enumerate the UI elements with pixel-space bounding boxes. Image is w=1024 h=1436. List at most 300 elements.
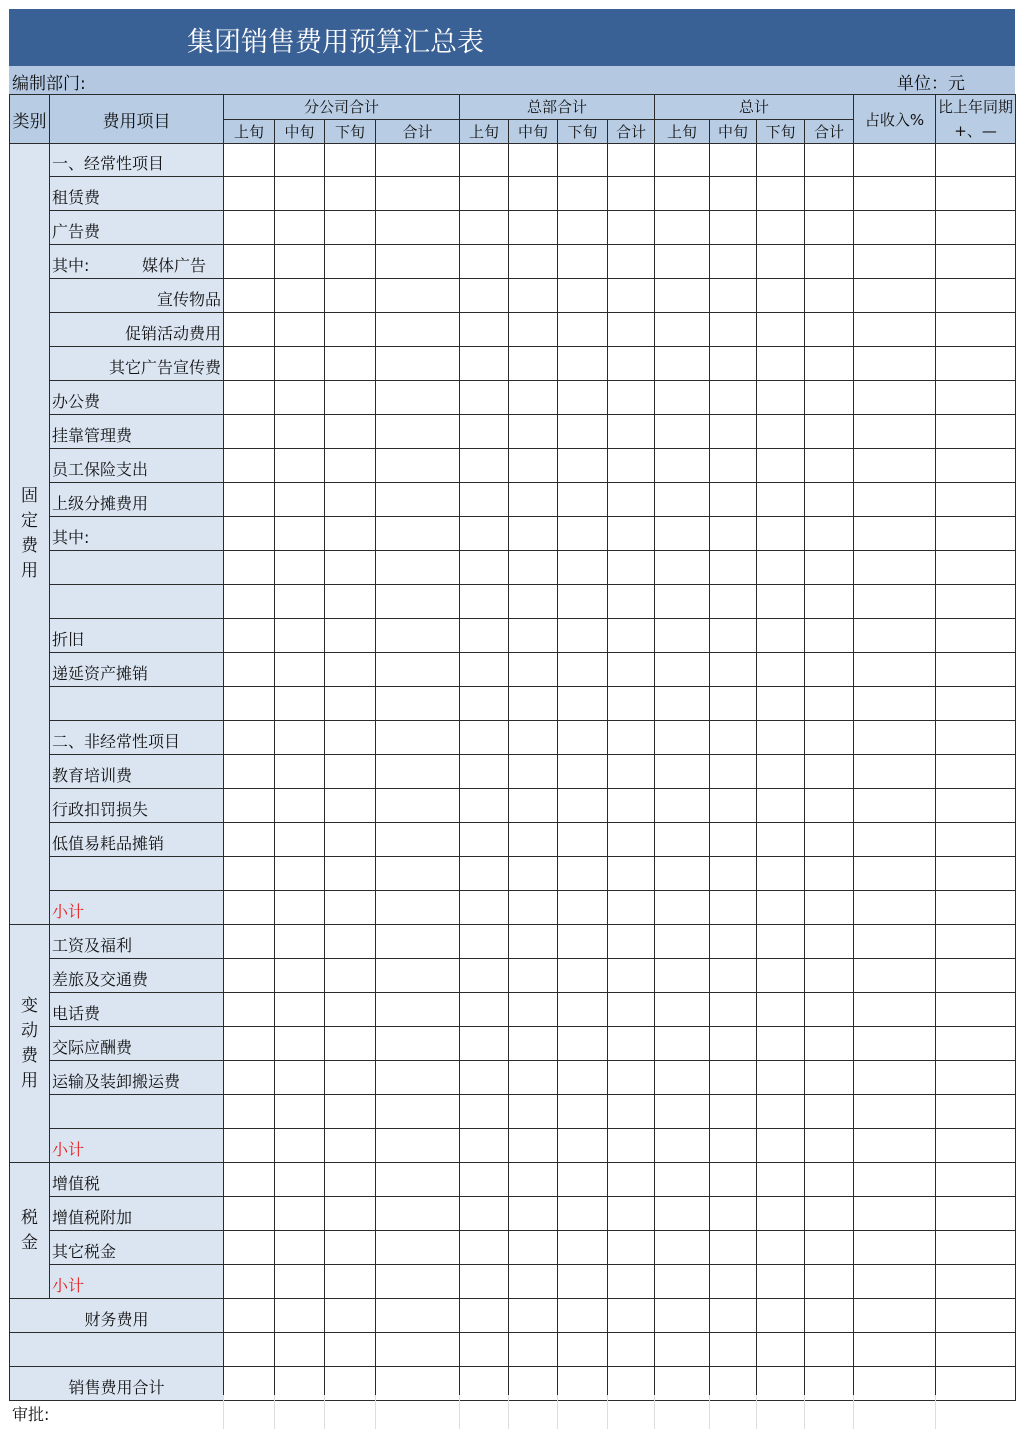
data-cell[interactable]	[655, 687, 710, 721]
data-cell[interactable]	[224, 381, 275, 415]
data-cell[interactable]	[376, 653, 460, 687]
data-cell[interactable]	[224, 1231, 275, 1265]
data-cell[interactable]	[936, 177, 1016, 211]
data-cell[interactable]	[710, 313, 757, 347]
data-cell[interactable]	[655, 245, 710, 279]
data-cell[interactable]	[608, 1061, 655, 1095]
data-cell[interactable]	[710, 755, 757, 789]
data-cell[interactable]	[224, 1197, 275, 1231]
data-cell[interactable]	[854, 381, 936, 415]
data-cell[interactable]	[558, 653, 608, 687]
data-cell[interactable]	[224, 1061, 275, 1095]
data-cell[interactable]	[460, 1231, 509, 1265]
data-cell[interactable]	[608, 449, 655, 483]
data-cell[interactable]	[376, 1095, 460, 1129]
data-cell[interactable]	[608, 415, 655, 449]
data-cell[interactable]	[376, 245, 460, 279]
data-cell[interactable]	[805, 1163, 854, 1197]
data-cell[interactable]	[757, 347, 805, 381]
data-cell[interactable]	[805, 483, 854, 517]
data-cell[interactable]	[325, 1061, 376, 1095]
data-cell[interactable]	[376, 381, 460, 415]
data-cell[interactable]	[710, 347, 757, 381]
data-cell[interactable]	[325, 1299, 376, 1333]
data-cell[interactable]	[275, 789, 325, 823]
data-cell[interactable]	[558, 891, 608, 925]
data-cell[interactable]	[376, 619, 460, 653]
data-cell[interactable]	[376, 1163, 460, 1197]
footer-cell[interactable]	[375, 1395, 459, 1429]
footer-cell[interactable]	[804, 1395, 853, 1429]
data-cell[interactable]	[936, 959, 1016, 993]
data-cell[interactable]	[757, 245, 805, 279]
data-cell[interactable]	[655, 211, 710, 245]
data-cell[interactable]	[558, 1231, 608, 1265]
data-cell[interactable]	[608, 993, 655, 1027]
data-cell[interactable]	[509, 144, 558, 177]
data-cell[interactable]	[376, 959, 460, 993]
data-cell[interactable]	[608, 1129, 655, 1163]
data-cell[interactable]	[757, 755, 805, 789]
data-cell[interactable]	[275, 1333, 325, 1367]
data-cell[interactable]	[376, 1333, 460, 1367]
data-cell[interactable]	[805, 1129, 854, 1163]
footer-cell[interactable]	[756, 1395, 804, 1429]
data-cell[interactable]	[224, 347, 275, 381]
data-cell[interactable]	[936, 585, 1016, 619]
data-cell[interactable]	[805, 551, 854, 585]
data-cell[interactable]	[558, 517, 608, 551]
data-cell[interactable]	[460, 925, 509, 959]
data-cell[interactable]	[376, 925, 460, 959]
data-cell[interactable]	[757, 789, 805, 823]
data-cell[interactable]	[655, 381, 710, 415]
data-cell[interactable]	[275, 1163, 325, 1197]
data-cell[interactable]	[655, 347, 710, 381]
data-cell[interactable]	[509, 211, 558, 245]
data-cell[interactable]	[655, 993, 710, 1027]
data-cell[interactable]	[224, 1095, 275, 1129]
data-cell[interactable]	[608, 891, 655, 925]
data-cell[interactable]	[460, 211, 509, 245]
footer-cell[interactable]	[853, 1395, 935, 1429]
data-cell[interactable]	[509, 1197, 558, 1231]
data-cell[interactable]	[710, 449, 757, 483]
data-cell[interactable]	[655, 925, 710, 959]
data-cell[interactable]	[757, 891, 805, 925]
data-cell[interactable]	[854, 483, 936, 517]
data-cell[interactable]	[509, 653, 558, 687]
data-cell[interactable]	[325, 415, 376, 449]
data-cell[interactable]	[936, 211, 1016, 245]
data-cell[interactable]	[655, 1299, 710, 1333]
footer-cell[interactable]	[223, 1395, 274, 1429]
data-cell[interactable]	[558, 1299, 608, 1333]
data-cell[interactable]	[558, 1027, 608, 1061]
data-cell[interactable]	[854, 415, 936, 449]
data-cell[interactable]	[936, 619, 1016, 653]
data-cell[interactable]	[376, 857, 460, 891]
data-cell[interactable]	[275, 993, 325, 1027]
data-cell[interactable]	[854, 313, 936, 347]
data-cell[interactable]	[757, 313, 805, 347]
data-cell[interactable]	[805, 891, 854, 925]
data-cell[interactable]	[936, 517, 1016, 551]
data-cell[interactable]	[710, 144, 757, 177]
data-cell[interactable]	[275, 1027, 325, 1061]
data-cell[interactable]	[460, 1129, 509, 1163]
data-cell[interactable]	[854, 1299, 936, 1333]
data-cell[interactable]	[805, 517, 854, 551]
data-cell[interactable]	[655, 483, 710, 517]
data-cell[interactable]	[757, 585, 805, 619]
data-cell[interactable]	[854, 925, 936, 959]
data-cell[interactable]	[854, 449, 936, 483]
data-cell[interactable]	[936, 653, 1016, 687]
data-cell[interactable]	[757, 925, 805, 959]
data-cell[interactable]	[558, 381, 608, 415]
data-cell[interactable]	[325, 1197, 376, 1231]
data-cell[interactable]	[757, 1265, 805, 1299]
data-cell[interactable]	[275, 653, 325, 687]
data-cell[interactable]	[854, 279, 936, 313]
data-cell[interactable]	[655, 755, 710, 789]
data-cell[interactable]	[608, 1299, 655, 1333]
data-cell[interactable]	[757, 551, 805, 585]
data-cell[interactable]	[325, 1129, 376, 1163]
data-cell[interactable]	[655, 1265, 710, 1299]
data-cell[interactable]	[710, 1163, 757, 1197]
data-cell[interactable]	[757, 1333, 805, 1367]
data-cell[interactable]	[460, 347, 509, 381]
data-cell[interactable]	[710, 585, 757, 619]
data-cell[interactable]	[460, 1197, 509, 1231]
data-cell[interactable]	[460, 993, 509, 1027]
data-cell[interactable]	[325, 381, 376, 415]
data-cell[interactable]	[936, 279, 1016, 313]
data-cell[interactable]	[558, 347, 608, 381]
data-cell[interactable]	[376, 144, 460, 177]
data-cell[interactable]	[655, 959, 710, 993]
data-cell[interactable]	[608, 1027, 655, 1061]
data-cell[interactable]	[224, 789, 275, 823]
data-cell[interactable]	[224, 1265, 275, 1299]
data-cell[interactable]	[325, 755, 376, 789]
data-cell[interactable]	[854, 857, 936, 891]
data-cell[interactable]	[224, 823, 275, 857]
data-cell[interactable]	[509, 415, 558, 449]
data-cell[interactable]	[509, 1163, 558, 1197]
data-cell[interactable]	[558, 925, 608, 959]
data-cell[interactable]	[936, 551, 1016, 585]
data-cell[interactable]	[460, 449, 509, 483]
data-cell[interactable]	[805, 993, 854, 1027]
footer-cell[interactable]	[274, 1395, 324, 1429]
data-cell[interactable]	[275, 925, 325, 959]
data-cell[interactable]	[608, 483, 655, 517]
data-cell[interactable]	[608, 211, 655, 245]
data-cell[interactable]	[936, 347, 1016, 381]
data-cell[interactable]	[608, 551, 655, 585]
data-cell[interactable]	[376, 687, 460, 721]
data-cell[interactable]	[757, 415, 805, 449]
data-cell[interactable]	[710, 789, 757, 823]
data-cell[interactable]	[854, 653, 936, 687]
data-cell[interactable]	[558, 144, 608, 177]
data-cell[interactable]	[509, 245, 558, 279]
data-cell[interactable]	[224, 1129, 275, 1163]
data-cell[interactable]	[655, 449, 710, 483]
data-cell[interactable]	[710, 177, 757, 211]
data-cell[interactable]	[655, 517, 710, 551]
data-cell[interactable]	[608, 789, 655, 823]
data-cell[interactable]	[710, 687, 757, 721]
data-cell[interactable]	[509, 483, 558, 517]
data-cell[interactable]	[509, 755, 558, 789]
data-cell[interactable]	[460, 517, 509, 551]
data-cell[interactable]	[805, 687, 854, 721]
data-cell[interactable]	[325, 959, 376, 993]
data-cell[interactable]	[710, 415, 757, 449]
data-cell[interactable]	[325, 789, 376, 823]
data-cell[interactable]	[655, 1333, 710, 1367]
data-cell[interactable]	[325, 1231, 376, 1265]
data-cell[interactable]	[376, 755, 460, 789]
data-cell[interactable]	[460, 245, 509, 279]
data-cell[interactable]	[275, 1299, 325, 1333]
data-cell[interactable]	[558, 415, 608, 449]
data-cell[interactable]	[509, 925, 558, 959]
data-cell[interactable]	[608, 619, 655, 653]
data-cell[interactable]	[509, 789, 558, 823]
data-cell[interactable]	[460, 585, 509, 619]
data-cell[interactable]	[655, 1095, 710, 1129]
data-cell[interactable]	[509, 517, 558, 551]
data-cell[interactable]	[854, 959, 936, 993]
data-cell[interactable]	[854, 211, 936, 245]
data-cell[interactable]	[757, 1163, 805, 1197]
data-cell[interactable]	[275, 483, 325, 517]
data-cell[interactable]	[325, 449, 376, 483]
data-cell[interactable]	[325, 823, 376, 857]
data-cell[interactable]	[608, 1163, 655, 1197]
data-cell[interactable]	[460, 483, 509, 517]
data-cell[interactable]	[376, 177, 460, 211]
data-cell[interactable]	[509, 1333, 558, 1367]
data-cell[interactable]	[854, 1027, 936, 1061]
data-cell[interactable]	[655, 1061, 710, 1095]
data-cell[interactable]	[854, 347, 936, 381]
data-cell[interactable]	[655, 653, 710, 687]
data-cell[interactable]	[936, 789, 1016, 823]
data-cell[interactable]	[509, 1265, 558, 1299]
data-cell[interactable]	[936, 993, 1016, 1027]
data-cell[interactable]	[460, 823, 509, 857]
data-cell[interactable]	[376, 585, 460, 619]
data-cell[interactable]	[608, 857, 655, 891]
data-cell[interactable]	[325, 993, 376, 1027]
data-cell[interactable]	[655, 1027, 710, 1061]
data-cell[interactable]	[376, 211, 460, 245]
data-cell[interactable]	[558, 619, 608, 653]
data-cell[interactable]	[224, 1027, 275, 1061]
data-cell[interactable]	[558, 1333, 608, 1367]
data-cell[interactable]	[655, 585, 710, 619]
data-cell[interactable]	[608, 144, 655, 177]
data-cell[interactable]	[460, 857, 509, 891]
footer-cell[interactable]	[607, 1395, 654, 1429]
data-cell[interactable]	[757, 517, 805, 551]
data-cell[interactable]	[275, 449, 325, 483]
data-cell[interactable]	[224, 449, 275, 483]
data-cell[interactable]	[936, 1299, 1016, 1333]
data-cell[interactable]	[854, 585, 936, 619]
data-cell[interactable]	[275, 551, 325, 585]
data-cell[interactable]	[757, 857, 805, 891]
data-cell[interactable]	[805, 585, 854, 619]
data-cell[interactable]	[854, 245, 936, 279]
data-cell[interactable]	[460, 653, 509, 687]
data-cell[interactable]	[710, 721, 757, 755]
data-cell[interactable]	[558, 755, 608, 789]
data-cell[interactable]	[275, 585, 325, 619]
data-cell[interactable]	[936, 1231, 1016, 1265]
data-cell[interactable]	[655, 279, 710, 313]
data-cell[interactable]	[376, 517, 460, 551]
data-cell[interactable]	[275, 381, 325, 415]
data-cell[interactable]	[275, 1231, 325, 1265]
data-cell[interactable]	[460, 381, 509, 415]
data-cell[interactable]	[325, 1333, 376, 1367]
data-cell[interactable]	[805, 449, 854, 483]
data-cell[interactable]	[376, 347, 460, 381]
data-cell[interactable]	[710, 245, 757, 279]
data-cell[interactable]	[936, 1163, 1016, 1197]
data-cell[interactable]	[936, 313, 1016, 347]
data-cell[interactable]	[224, 1163, 275, 1197]
data-cell[interactable]	[608, 313, 655, 347]
data-cell[interactable]	[936, 1265, 1016, 1299]
data-cell[interactable]	[509, 1231, 558, 1265]
data-cell[interactable]	[275, 1129, 325, 1163]
data-cell[interactable]	[558, 789, 608, 823]
data-cell[interactable]	[558, 177, 608, 211]
data-cell[interactable]	[805, 211, 854, 245]
data-cell[interactable]	[805, 823, 854, 857]
data-cell[interactable]	[854, 1163, 936, 1197]
data-cell[interactable]	[757, 279, 805, 313]
data-cell[interactable]	[558, 687, 608, 721]
data-cell[interactable]	[509, 619, 558, 653]
data-cell[interactable]	[757, 1231, 805, 1265]
data-cell[interactable]	[805, 653, 854, 687]
data-cell[interactable]	[608, 959, 655, 993]
data-cell[interactable]	[460, 619, 509, 653]
data-cell[interactable]	[224, 279, 275, 313]
data-cell[interactable]	[558, 245, 608, 279]
data-cell[interactable]	[275, 347, 325, 381]
data-cell[interactable]	[224, 585, 275, 619]
data-cell[interactable]	[936, 891, 1016, 925]
data-cell[interactable]	[757, 1027, 805, 1061]
data-cell[interactable]	[854, 517, 936, 551]
footer-cell[interactable]	[935, 1395, 1015, 1429]
data-cell[interactable]	[325, 1027, 376, 1061]
data-cell[interactable]	[655, 619, 710, 653]
footer-cell[interactable]	[557, 1395, 607, 1429]
data-cell[interactable]	[325, 144, 376, 177]
data-cell[interactable]	[757, 619, 805, 653]
data-cell[interactable]	[805, 1299, 854, 1333]
data-cell[interactable]	[805, 619, 854, 653]
data-cell[interactable]	[460, 687, 509, 721]
data-cell[interactable]	[805, 245, 854, 279]
data-cell[interactable]	[558, 585, 608, 619]
data-cell[interactable]	[325, 1265, 376, 1299]
data-cell[interactable]	[224, 517, 275, 551]
data-cell[interactable]	[509, 891, 558, 925]
data-cell[interactable]	[325, 177, 376, 211]
data-cell[interactable]	[376, 823, 460, 857]
data-cell[interactable]	[608, 177, 655, 211]
data-cell[interactable]	[805, 144, 854, 177]
data-cell[interactable]	[460, 1333, 509, 1367]
footer-cell[interactable]	[508, 1395, 557, 1429]
data-cell[interactable]	[460, 279, 509, 313]
data-cell[interactable]	[509, 313, 558, 347]
data-cell[interactable]	[558, 483, 608, 517]
data-cell[interactable]	[224, 1299, 275, 1333]
data-cell[interactable]	[558, 1095, 608, 1129]
data-cell[interactable]	[224, 687, 275, 721]
data-cell[interactable]	[460, 551, 509, 585]
data-cell[interactable]	[558, 721, 608, 755]
data-cell[interactable]	[805, 177, 854, 211]
data-cell[interactable]	[558, 1265, 608, 1299]
data-cell[interactable]	[325, 857, 376, 891]
data-cell[interactable]	[655, 857, 710, 891]
data-cell[interactable]	[460, 144, 509, 177]
data-cell[interactable]	[224, 619, 275, 653]
data-cell[interactable]	[757, 1299, 805, 1333]
data-cell[interactable]	[608, 755, 655, 789]
data-cell[interactable]	[460, 313, 509, 347]
data-cell[interactable]	[325, 313, 376, 347]
data-cell[interactable]	[805, 755, 854, 789]
data-cell[interactable]	[325, 211, 376, 245]
data-cell[interactable]	[224, 653, 275, 687]
data-cell[interactable]	[757, 381, 805, 415]
data-cell[interactable]	[608, 245, 655, 279]
data-cell[interactable]	[558, 1061, 608, 1095]
data-cell[interactable]	[509, 1095, 558, 1129]
data-cell[interactable]	[757, 823, 805, 857]
data-cell[interactable]	[608, 1265, 655, 1299]
data-cell[interactable]	[224, 1333, 275, 1367]
data-cell[interactable]	[757, 993, 805, 1027]
data-cell[interactable]	[936, 144, 1016, 177]
data-cell[interactable]	[275, 755, 325, 789]
data-cell[interactable]	[224, 313, 275, 347]
data-cell[interactable]	[608, 1333, 655, 1367]
data-cell[interactable]	[936, 1027, 1016, 1061]
data-cell[interactable]	[710, 823, 757, 857]
data-cell[interactable]	[608, 517, 655, 551]
data-cell[interactable]	[757, 449, 805, 483]
data-cell[interactable]	[936, 1061, 1016, 1095]
data-cell[interactable]	[655, 721, 710, 755]
data-cell[interactable]	[805, 1027, 854, 1061]
